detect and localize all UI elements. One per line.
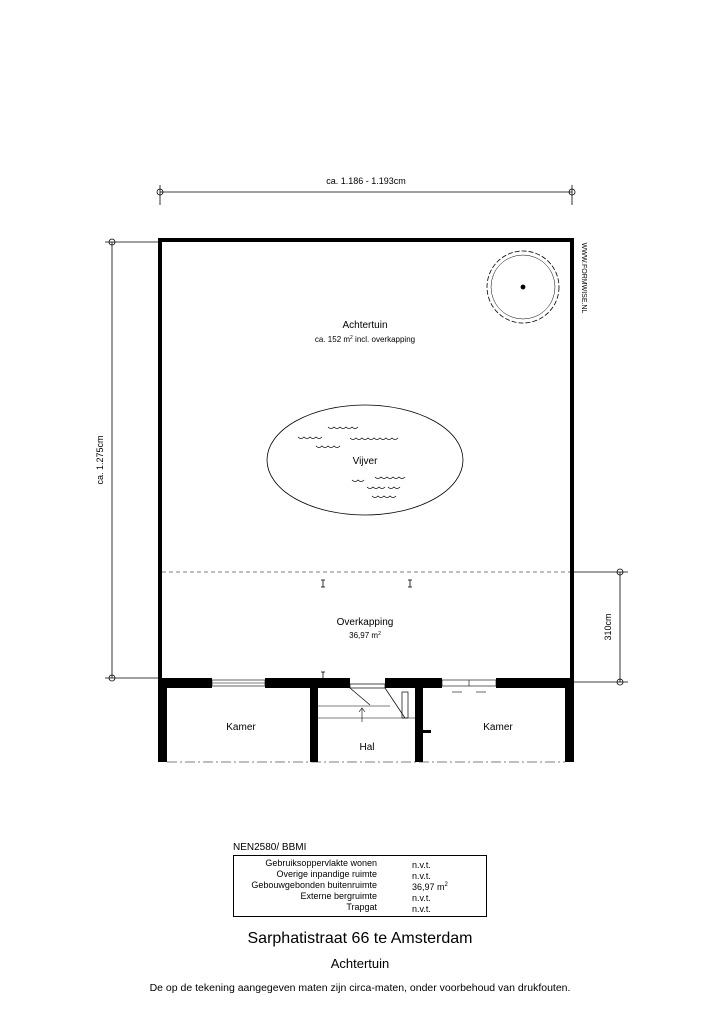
achtertuin-label: Achtertuin xyxy=(342,320,388,331)
row-label: Trapgat xyxy=(346,902,377,912)
area-table xyxy=(233,855,487,917)
row-label: Overige inpandige ruimte xyxy=(276,869,377,879)
height-label: ca. 1.275cm xyxy=(95,435,105,485)
stairs xyxy=(318,706,415,722)
kamer-left-label: Kamer xyxy=(226,722,256,733)
row-value: 36,97 $m^2$ xyxy=(412,882,448,892)
table-row xyxy=(234,869,488,880)
width-label: ca. 1.186 - 1.193cm xyxy=(326,176,406,186)
table-row xyxy=(234,858,488,869)
overkapping-depth-label: 310cm xyxy=(603,613,613,641)
achtertuin-area: ca. 152 $m^2$ incl. overkapping xyxy=(314,335,416,344)
address-title: Sarphatistraat 66 te Amsterdam xyxy=(247,930,473,947)
row-label: Externe bergruimte xyxy=(300,891,377,901)
watermark: WWW.FORMWISE.NL xyxy=(580,242,587,314)
vijver-label: Vijver xyxy=(352,456,378,467)
overkapping-area: 36,97 $m^2$ xyxy=(349,631,381,640)
area-table-title: NEN2580/ BBMI xyxy=(233,842,307,853)
table-row xyxy=(234,902,488,913)
kamer-right-label: Kamer xyxy=(483,722,513,733)
row-value: n.v.t. xyxy=(412,904,431,914)
width-dimension xyxy=(157,185,575,205)
floor-subtitle: Achtertuin xyxy=(330,956,390,971)
tree-icon xyxy=(487,251,559,323)
table-row xyxy=(234,880,488,891)
row-value: n.v.t. xyxy=(412,893,431,903)
door-right xyxy=(442,680,496,692)
column-markers xyxy=(321,580,412,679)
row-label: Gebruiksoppervlakte wonen xyxy=(265,858,377,868)
hal-label: Hal xyxy=(359,742,375,753)
table-row xyxy=(234,891,488,902)
overkapping-label: Overkapping xyxy=(336,617,394,628)
water-waves-icon xyxy=(298,427,405,498)
row-label: Gebouwgebonden buitenruimte xyxy=(251,880,377,890)
disclaimer: De op de tekening aangegeven maten zijn circa-maten, onder voorbehoud van drukfouten. xyxy=(149,982,571,994)
height-dimension xyxy=(105,239,160,681)
window-left xyxy=(212,680,265,686)
row-value: n.v.t. xyxy=(412,871,431,881)
overkapping-dimension xyxy=(572,569,628,685)
row-value: n.v.t. xyxy=(412,860,431,870)
entry-door xyxy=(350,684,408,718)
